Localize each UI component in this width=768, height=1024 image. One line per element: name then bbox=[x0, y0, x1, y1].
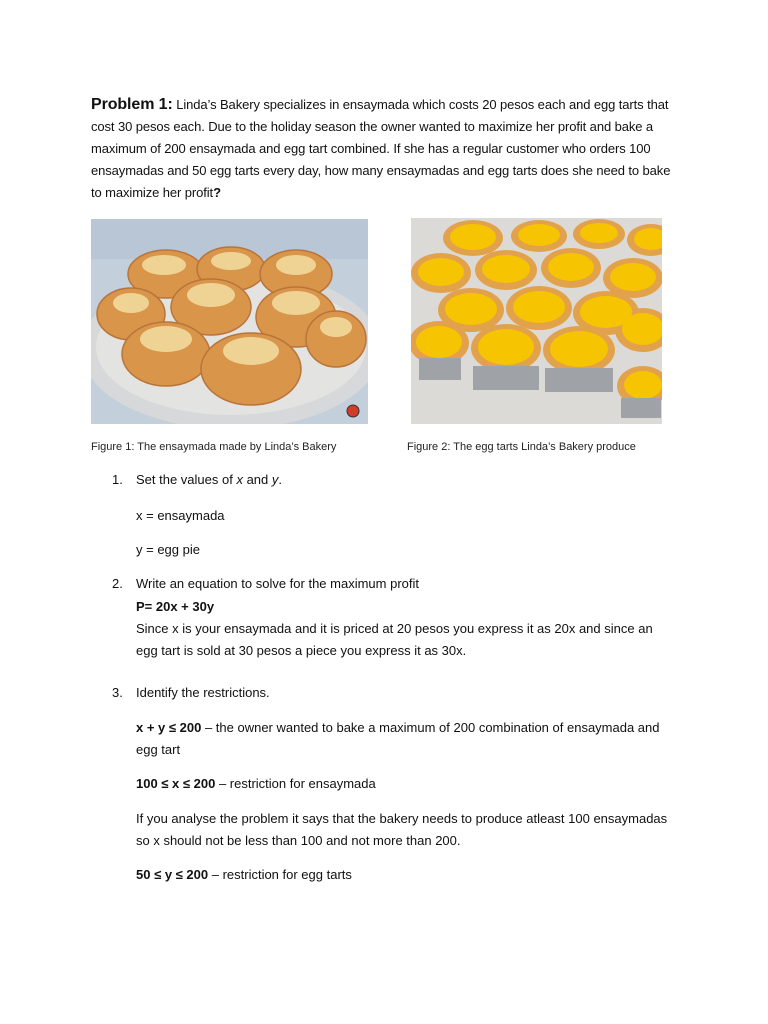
restriction-total bbox=[136, 717, 676, 761]
step-1-title-prefix: Set the values of bbox=[136, 472, 237, 487]
restriction-ensaymada bbox=[136, 773, 676, 795]
problem-label-colon: : bbox=[167, 96, 173, 113]
restriction-analysis: If you analyse the problem it says that the bakery needs to produce atleast 100 ensaymadas so x should not be less than 100 and not more than 200. bbox=[136, 811, 668, 848]
figure-2-caption: Figure 2: The egg tarts Linda’s Bakery produce bbox=[407, 441, 636, 453]
restriction-egg-tarts-desc: – restriction for egg tarts bbox=[208, 867, 352, 882]
step-1-title-suffix: . bbox=[278, 472, 282, 487]
egg-tarts-photo bbox=[411, 218, 662, 424]
definition-y: y = egg pie bbox=[136, 542, 200, 557]
step-1-title-var-y: y bbox=[271, 472, 279, 487]
figure-1-caption: Figure 1: The ensaymada made by Linda’s Bakery bbox=[91, 441, 337, 453]
step-2-title: Write an equation to solve for the maximum profit bbox=[136, 576, 419, 591]
restriction-ensaymada-expr: 100 ≤ x ≤ 200 bbox=[136, 776, 216, 791]
restriction-ensaymada-desc: – restriction for ensaymada bbox=[215, 776, 376, 791]
profit-equation: P= 20x + 30y bbox=[136, 599, 215, 614]
ensaymada-illustration bbox=[91, 219, 368, 424]
profit-explanation: Since x is your ensaymada and it is priced at 20 pesos you express it as 20x and since an egg tart is sold at 30 pesos a piece you express it as 30x. bbox=[136, 621, 653, 658]
step-3-title: Identify the restrictions. bbox=[136, 685, 270, 700]
problem-question-mark: ? bbox=[213, 185, 221, 200]
restriction-total-expr: x + y ≤ 200 bbox=[136, 720, 202, 735]
problem-statement bbox=[91, 94, 681, 204]
restriction-egg-tarts-expr: 50 ≤ y ≤ 200 bbox=[136, 867, 209, 882]
ensaymada-photo bbox=[91, 219, 368, 424]
definition-x: x = ensaymada bbox=[136, 508, 225, 523]
restriction-total-desc: – the owner wanted to bake a maximum of 200 combination of ensaymada and egg tart bbox=[136, 720, 660, 757]
step-1-number: 1. bbox=[112, 472, 123, 487]
problem-label: Problem 1 bbox=[91, 96, 168, 113]
step-3-number: 3. bbox=[112, 685, 123, 700]
step-1-title bbox=[136, 469, 282, 491]
restriction-egg-tarts bbox=[136, 864, 676, 886]
step-1-title-var-x: x bbox=[236, 472, 243, 487]
egg-tarts-illustration bbox=[411, 218, 662, 424]
step-2-number: 2. bbox=[112, 576, 123, 591]
problem-text: Linda’s Bakery specializes in ensaymada which costs 20 pesos each and egg tarts that cost 30 pesos each. Due to the holiday season the owner wanted to maximize her profit and bake a maximum of 200 ensaymada and egg tart combined. If she has a regular customer who orders 100 ensaymadas and 50 egg tarts every day, how many ensaymadas and egg tarts does she need to bake to maximize her profit bbox=[91, 97, 671, 200]
step-1-title-mid: and bbox=[242, 472, 272, 487]
